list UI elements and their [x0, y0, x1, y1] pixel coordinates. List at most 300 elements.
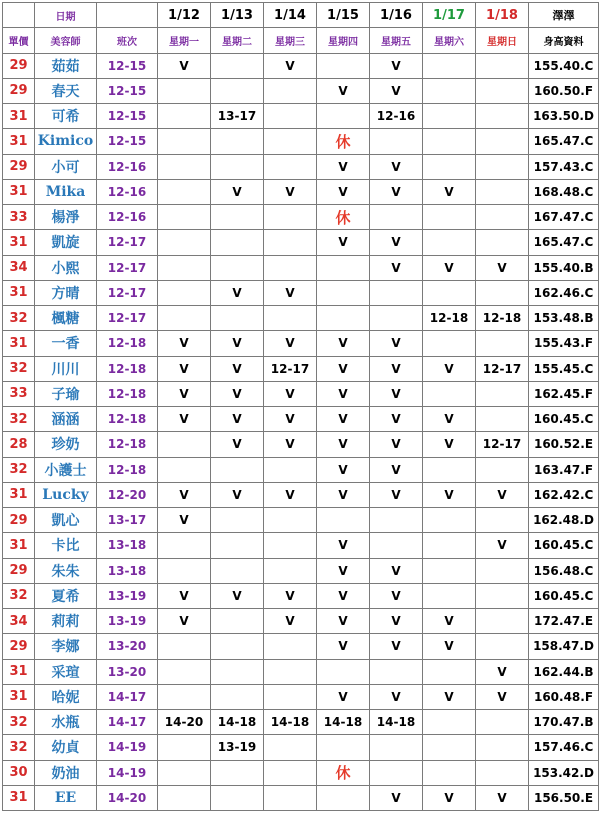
shift-cell: 12-16: [97, 205, 158, 230]
day-cell: [211, 205, 264, 230]
day-cell: V: [317, 78, 370, 103]
day-cell: 13-19: [211, 735, 264, 760]
table-row: [3, 356, 599, 381]
day-cell: 14-18: [264, 710, 317, 735]
day-cell: [264, 129, 317, 154]
shift-cell: 12-15: [97, 129, 158, 154]
day-cell: V: [370, 634, 423, 659]
day-cell: V: [423, 407, 476, 432]
rate-cell: 31: [3, 684, 35, 709]
shift-cell: 12-20: [97, 482, 158, 507]
info-title: 澤澤: [529, 3, 599, 28]
day-cell: V: [370, 558, 423, 583]
day-cell: [211, 684, 264, 709]
shift-cell: 12-15: [97, 53, 158, 78]
day-cell: 12-17: [476, 356, 529, 381]
day-cell: [423, 710, 476, 735]
shift-cell: 12-17: [97, 255, 158, 280]
day-cell: [370, 306, 423, 331]
day-cell: V: [264, 609, 317, 634]
day-cell: [317, 255, 370, 280]
day-cell: V: [158, 53, 211, 78]
date-header: 1/18: [476, 3, 529, 28]
day-cell: [423, 381, 476, 406]
day-cell: [264, 634, 317, 659]
rate-cell: 32: [3, 457, 35, 482]
day-cell: [476, 154, 529, 179]
table-row: [3, 129, 599, 154]
info-cell: 160.52.E: [529, 432, 599, 457]
rate-cell: 29: [3, 78, 35, 103]
day-cell: [476, 381, 529, 406]
day-cell: V: [370, 53, 423, 78]
stylist-name: 楓糖: [35, 306, 97, 331]
stylist-name: Kimico: [35, 129, 97, 154]
day-cell: V: [370, 583, 423, 608]
day-cell: 休: [317, 129, 370, 154]
day-cell: V: [370, 154, 423, 179]
info-cell: 153.48.B: [529, 306, 599, 331]
rate-cell: 31: [3, 482, 35, 507]
info-cell: 162.45.F: [529, 381, 599, 406]
info-cell: 156.48.C: [529, 558, 599, 583]
info-cell: 158.47.D: [529, 634, 599, 659]
stylist-name: 方晴: [35, 280, 97, 305]
day-cell: [476, 53, 529, 78]
date-label: 日期: [35, 3, 97, 28]
day-cell: [317, 104, 370, 129]
day-cell: V: [264, 583, 317, 608]
shift-label: 班次: [97, 28, 158, 53]
table-row: [3, 255, 599, 280]
rate-cell: 29: [3, 634, 35, 659]
day-cell: [158, 154, 211, 179]
weekday-header: 星期五: [370, 28, 423, 53]
day-cell: [476, 609, 529, 634]
table-row: [3, 760, 599, 785]
day-cell: V: [370, 356, 423, 381]
day-cell: [423, 331, 476, 356]
table-row: [3, 659, 599, 684]
day-cell: [158, 457, 211, 482]
stylist-name: 子瑜: [35, 381, 97, 406]
day-cell: V: [370, 432, 423, 457]
day-cell: 14-18: [211, 710, 264, 735]
table-row: [3, 306, 599, 331]
day-cell: [370, 735, 423, 760]
day-cell: [317, 508, 370, 533]
day-cell: [264, 760, 317, 785]
day-cell: [211, 760, 264, 785]
rate-cell: 31: [3, 230, 35, 255]
day-cell: [158, 634, 211, 659]
rate-cell: 32: [3, 735, 35, 760]
day-cell: [317, 280, 370, 305]
day-cell: [476, 760, 529, 785]
day-cell: V: [211, 432, 264, 457]
day-cell: [211, 508, 264, 533]
stylist-name: 楊淨: [35, 205, 97, 230]
day-cell: 休: [317, 760, 370, 785]
weekday-header: 星期四: [317, 28, 370, 53]
day-cell: V: [423, 482, 476, 507]
rate-cell: 32: [3, 710, 35, 735]
day-cell: V: [211, 280, 264, 305]
info-cell: 170.47.B: [529, 710, 599, 735]
day-cell: V: [370, 684, 423, 709]
day-cell: V: [476, 255, 529, 280]
day-cell: [423, 558, 476, 583]
info-cell: 155.40.B: [529, 255, 599, 280]
shift-cell: 14-19: [97, 735, 158, 760]
day-cell: V: [317, 230, 370, 255]
stylist-name: 李娜: [35, 634, 97, 659]
day-cell: [264, 659, 317, 684]
table-row: [3, 735, 599, 760]
table-row: [3, 432, 599, 457]
info-cell: 160.45.C: [529, 533, 599, 558]
shift-cell: 13-19: [97, 583, 158, 608]
day-cell: V: [211, 356, 264, 381]
rate-cell: 33: [3, 205, 35, 230]
day-cell: [158, 684, 211, 709]
day-cell: [317, 659, 370, 684]
stylist-name: 涵涵: [35, 407, 97, 432]
day-cell: 14-20: [158, 710, 211, 735]
stylist-name: 凱旋: [35, 230, 97, 255]
day-cell: 12-18: [423, 306, 476, 331]
rate-cell: 31: [3, 179, 35, 204]
day-cell: V: [317, 179, 370, 204]
day-cell: [264, 306, 317, 331]
stylist-label: 美容師: [35, 28, 97, 53]
day-cell: V: [211, 381, 264, 406]
day-cell: V: [158, 609, 211, 634]
day-cell: [264, 78, 317, 103]
day-cell: [158, 280, 211, 305]
rate-cell: 31: [3, 104, 35, 129]
rate-cell: 32: [3, 306, 35, 331]
day-cell: V: [264, 381, 317, 406]
info-cell: 160.45.C: [529, 407, 599, 432]
header-row-dates: [3, 3, 599, 28]
date-header: 1/15: [317, 3, 370, 28]
info-cell: 157.43.C: [529, 154, 599, 179]
day-cell: 休: [317, 205, 370, 230]
day-cell: [476, 78, 529, 103]
day-cell: [476, 735, 529, 760]
info-cell: 162.44.B: [529, 659, 599, 684]
stylist-name: 莉莉: [35, 609, 97, 634]
day-cell: [211, 634, 264, 659]
day-cell: V: [264, 331, 317, 356]
table-row: [3, 407, 599, 432]
shift-cell: 12-17: [97, 230, 158, 255]
day-cell: V: [370, 255, 423, 280]
day-cell: [211, 558, 264, 583]
day-cell: V: [211, 583, 264, 608]
day-cell: [158, 432, 211, 457]
day-cell: V: [370, 381, 423, 406]
stylist-name: 夏希: [35, 583, 97, 608]
info-cell: 163.50.D: [529, 104, 599, 129]
day-cell: 14-18: [317, 710, 370, 735]
stylist-name: 小護士: [35, 457, 97, 482]
day-cell: V: [264, 407, 317, 432]
day-cell: [211, 78, 264, 103]
shift-cell: 12-18: [97, 356, 158, 381]
day-cell: V: [370, 331, 423, 356]
day-cell: [423, 230, 476, 255]
table-row: [3, 331, 599, 356]
day-cell: V: [317, 432, 370, 457]
day-cell: [370, 129, 423, 154]
rate-cell: 31: [3, 533, 35, 558]
stylist-name: 川川: [35, 356, 97, 381]
table-row: [3, 154, 599, 179]
day-cell: [211, 659, 264, 684]
day-cell: [158, 179, 211, 204]
day-cell: [423, 659, 476, 684]
shift-cell: 12-18: [97, 407, 158, 432]
shift-cell: 13-17: [97, 508, 158, 533]
table-row: [3, 634, 599, 659]
day-cell: [476, 230, 529, 255]
info-cell: 168.48.C: [529, 179, 599, 204]
day-cell: V: [317, 356, 370, 381]
day-cell: V: [476, 482, 529, 507]
day-cell: V: [158, 356, 211, 381]
day-cell: 14-18: [370, 710, 423, 735]
day-cell: [423, 508, 476, 533]
day-cell: V: [476, 659, 529, 684]
info-cell: 165.47.C: [529, 230, 599, 255]
day-cell: V: [211, 407, 264, 432]
info-cell: 160.45.C: [529, 583, 599, 608]
day-cell: [423, 78, 476, 103]
shift-cell: 13-20: [97, 659, 158, 684]
stylist-name: 小熙: [35, 255, 97, 280]
date-header: 1/12: [158, 3, 211, 28]
info-cell: 167.47.C: [529, 205, 599, 230]
day-cell: V: [370, 457, 423, 482]
rate-cell: 31: [3, 129, 35, 154]
day-cell: V: [264, 432, 317, 457]
day-cell: [211, 457, 264, 482]
day-cell: [317, 306, 370, 331]
shift-cell: 14-20: [97, 785, 158, 810]
day-cell: [476, 331, 529, 356]
day-cell: V: [317, 634, 370, 659]
day-cell: V: [317, 457, 370, 482]
day-cell: [158, 760, 211, 785]
day-cell: V: [158, 381, 211, 406]
day-cell: V: [370, 407, 423, 432]
day-cell: [423, 760, 476, 785]
weekday-header: 星期六: [423, 28, 476, 53]
rate-cell: 32: [3, 407, 35, 432]
weekday-header: 星期日: [476, 28, 529, 53]
day-cell: V: [423, 684, 476, 709]
table-row: [3, 230, 599, 255]
day-cell: [370, 508, 423, 533]
shift-cell: 12-17: [97, 280, 158, 305]
rate-cell: 31: [3, 659, 35, 684]
day-cell: V: [423, 179, 476, 204]
day-cell: [423, 735, 476, 760]
day-cell: [264, 205, 317, 230]
day-cell: [158, 785, 211, 810]
day-cell: V: [423, 634, 476, 659]
day-cell: [476, 129, 529, 154]
day-cell: V: [423, 609, 476, 634]
rate-cell: 32: [3, 356, 35, 381]
day-cell: [423, 533, 476, 558]
day-cell: V: [211, 482, 264, 507]
shift-cell: 12-17: [97, 306, 158, 331]
info-label: 身高資料: [529, 28, 599, 53]
shift-cell: 13-18: [97, 533, 158, 558]
info-cell: 162.48.D: [529, 508, 599, 533]
day-cell: [158, 129, 211, 154]
stylist-name: 朱朱: [35, 558, 97, 583]
day-cell: V: [158, 583, 211, 608]
day-cell: [158, 306, 211, 331]
day-cell: V: [317, 381, 370, 406]
header-corner: [3, 3, 35, 28]
day-cell: V: [423, 255, 476, 280]
table-row: [3, 482, 599, 507]
stylist-name: 卡比: [35, 533, 97, 558]
day-cell: [423, 205, 476, 230]
day-cell: [423, 53, 476, 78]
shift-cell: 12-15: [97, 104, 158, 129]
date-header: 1/16: [370, 3, 423, 28]
day-cell: [264, 735, 317, 760]
shift-cell: 12-18: [97, 432, 158, 457]
day-cell: V: [317, 583, 370, 608]
day-cell: V: [476, 684, 529, 709]
day-cell: [317, 735, 370, 760]
stylist-name: 采瑄: [35, 659, 97, 684]
shift-cell: 14-17: [97, 684, 158, 709]
day-cell: [158, 78, 211, 103]
table-row: [3, 104, 599, 129]
day-cell: 13-17: [211, 104, 264, 129]
day-cell: V: [158, 407, 211, 432]
day-cell: V: [317, 407, 370, 432]
day-cell: [158, 205, 211, 230]
day-cell: [370, 280, 423, 305]
table-row: [3, 78, 599, 103]
day-cell: [158, 104, 211, 129]
day-cell: [211, 785, 264, 810]
day-cell: 12-18: [476, 306, 529, 331]
table-row: [3, 508, 599, 533]
rate-cell: 29: [3, 558, 35, 583]
day-cell: V: [211, 179, 264, 204]
stylist-name: Lucky: [35, 482, 97, 507]
rate-cell: 34: [3, 255, 35, 280]
day-cell: [211, 230, 264, 255]
day-cell: [476, 407, 529, 432]
rate-cell: 31: [3, 331, 35, 356]
table-row: [3, 53, 599, 78]
rate-cell: 29: [3, 508, 35, 533]
day-cell: [264, 558, 317, 583]
shift-cell: 13-19: [97, 609, 158, 634]
stylist-name: 凱心: [35, 508, 97, 533]
day-cell: [476, 179, 529, 204]
shift-cell: 14-19: [97, 760, 158, 785]
info-cell: 162.46.C: [529, 280, 599, 305]
day-cell: [264, 785, 317, 810]
rate-cell: 29: [3, 154, 35, 179]
day-cell: V: [317, 609, 370, 634]
day-cell: [476, 583, 529, 608]
day-cell: V: [476, 533, 529, 558]
info-cell: 153.42.D: [529, 760, 599, 785]
day-cell: V: [423, 785, 476, 810]
day-cell: [211, 154, 264, 179]
day-cell: [211, 53, 264, 78]
info-cell: 155.45.C: [529, 356, 599, 381]
table-row: [3, 533, 599, 558]
rate-label: 單價: [3, 28, 35, 53]
day-cell: V: [158, 482, 211, 507]
rate-cell: 34: [3, 609, 35, 634]
day-cell: [158, 230, 211, 255]
day-cell: V: [317, 533, 370, 558]
stylist-name: 奶油: [35, 760, 97, 785]
info-cell: 155.43.F: [529, 331, 599, 356]
day-cell: [370, 533, 423, 558]
stylist-name: 哈妮: [35, 684, 97, 709]
day-cell: [476, 634, 529, 659]
day-cell: [264, 684, 317, 709]
stylist-name: 幼貞: [35, 735, 97, 760]
info-cell: 162.42.C: [529, 482, 599, 507]
stylist-name: 可希: [35, 104, 97, 129]
day-cell: V: [370, 179, 423, 204]
table-row: [3, 179, 599, 204]
day-cell: [264, 255, 317, 280]
shift-cell: 13-18: [97, 558, 158, 583]
day-cell: [423, 457, 476, 482]
weekday-header: 星期一: [158, 28, 211, 53]
day-cell: V: [476, 785, 529, 810]
info-cell: 165.47.C: [529, 129, 599, 154]
day-cell: [211, 306, 264, 331]
day-cell: [423, 154, 476, 179]
day-cell: V: [158, 508, 211, 533]
day-cell: [476, 508, 529, 533]
shift-cell: 12-18: [97, 331, 158, 356]
table-row: [3, 710, 599, 735]
rate-cell: 31: [3, 785, 35, 810]
day-cell: V: [370, 230, 423, 255]
day-cell: [264, 457, 317, 482]
day-cell: V: [370, 609, 423, 634]
stylist-name: 小可: [35, 154, 97, 179]
stylist-name: 春天: [35, 78, 97, 103]
day-cell: [211, 609, 264, 634]
info-cell: 156.50.E: [529, 785, 599, 810]
day-cell: [317, 53, 370, 78]
day-cell: [423, 583, 476, 608]
day-cell: V: [264, 179, 317, 204]
date-header: 1/17: [423, 3, 476, 28]
